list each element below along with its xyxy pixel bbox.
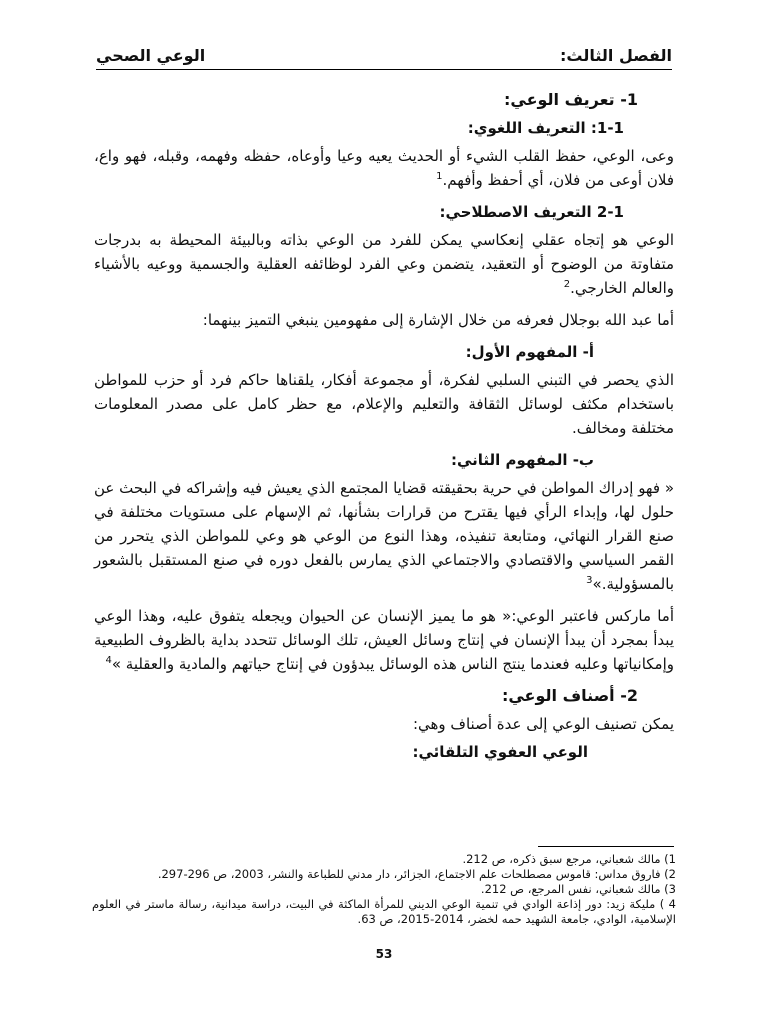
spontaneous-awareness-heading: الوعي العفوي التلقائي: [412,743,588,761]
section-1-heading: 1- تعريف الوعي: [503,90,638,109]
page-number: 53 [375,947,393,961]
footnote-3: 3) مالك شعباني، نفس المرجع، ص 212. [480,882,676,896]
linguistic-definition: وعى، الوعي، حفظ القلب الشيء أو الحديث يعيه وعيا وأوعاه، حفظه وفهمه، وقبله، فهو واع، فلان أوعى من فلان، أي أحفظ وأفهم.$^1$ [94,147,674,189]
footnote-1: 1) مالك شعباني، مرجع سبق ذكره، ص 212. [462,852,676,866]
footnote-rule [538,846,674,847]
concept-1-heading: أ- المفهوم الأول: [465,343,594,361]
chapter-label: الفصل الثالث: [560,46,672,65]
footnote-ref-2: 2 [563,279,571,290]
running-header [96,41,672,65]
section-2-heading: 2- أصناف الوعي: [501,686,638,705]
footnote-ref-4: 4 [105,655,112,666]
footnote-ref-3: 3 [586,575,593,586]
marx-paragraph: أما ماركس فاعتبر الوعي:« هو ما يميز الإنسان عن الحيوان ويجعله يتفوق عليه، وهذا الوعي يبدأ بمجرد أن يبدأ الإنسان في إنتاج وسائل العيش، تلك الوسائل تتحدد بداية بالظروف الطبيعية وإمكانياتها وعليه فعندما ينتج الناس هذه الوسائل يبدؤون في إنتاج حياتهم والمادية والعقلية »$^4$ [94,607,674,673]
concept-1-paragraph: الذي يحصر في التبني السلبي لفكرة، أو مجموعة أفكار، يلقناها حاكم فرد أو حزب للمواطن باستخدام مكثف لوسائل الثقافة والتعليم والإعلام، مع حظر كامل على مصدر المعلومات مختلفة ومخالف. [94,371,674,437]
topic-label: الوعي الصحي [96,46,206,65]
footnote-ref-1: 1 [436,171,443,182]
body-text [94,88,674,768]
concept-2-heading: ب- المفهوم الثاني: [450,451,594,469]
footnote-4: 4 ) مليكة زيد: دور إذاعة الوادي في تنمية الوعي الديني للمرأة الماكثة في البيت، دراسة ميدانية، رسالة ماستر في العلوم الإسلامية، الوادي، جامعة الشهيد حمه لخضر، 2014-2015، ص 63. [92,897,676,926]
concept-2-paragraph: « فهو إدراك المواطن في حرية بحقيقته قضايا المجتمع الذي يعيش فيه وإشراكه في البحث عن حلول لها، وإبداء الرأي فيها يقترح من قرارات بشأنها، ثم الإسهام على مستويات مختلفة في صنع القرار النهائي، ومتابعة تنفيذه، وهذا النوع من الوعي هو وعي للمواطن الذي يتحرر من القمر السياسي والاقتصادي والاجتماعي الذي يمارس بالفعل دوره في صنع المستقبل بالشعور بالمسؤولية.»$^3$ [94,479,674,593]
section-2-paragraph: يمكن تصنيف الوعي إلى عدة أصناف وهي: [412,715,674,733]
header-rule [96,69,672,70]
footnote-2: 2) فاروق مداس: قاموس مصطلحات علم الاجتماع، الجزائر، دار مدني للطباعة والنشر، 2003، ص 296-297. [157,867,676,881]
section-1-1-heading: 1-1: التعريف اللغوي: [467,119,624,137]
footnotes [92,852,676,927]
technical-definition: الوعي هو إتجاه عقلي إنعكاسي يمكن للفرد من الوعي بذاته وبالبيئة المحيطة به بدرجات متفاوتة من الوضوح أو التعقيد، يتضمن وعي الفرد لوظائفه العقلية والجسمية ووعيه بالأشياء والعالم الخارجي.$^2$ [94,231,674,297]
intro-paragraph: أما عبد الله بوجلال فعرفه من خلال الإشارة إلى مفهومين ينبغي التميز بينهما: [202,311,674,329]
section-1-2-heading: 2-1 التعريف الاصطلاحي: [439,203,624,221]
